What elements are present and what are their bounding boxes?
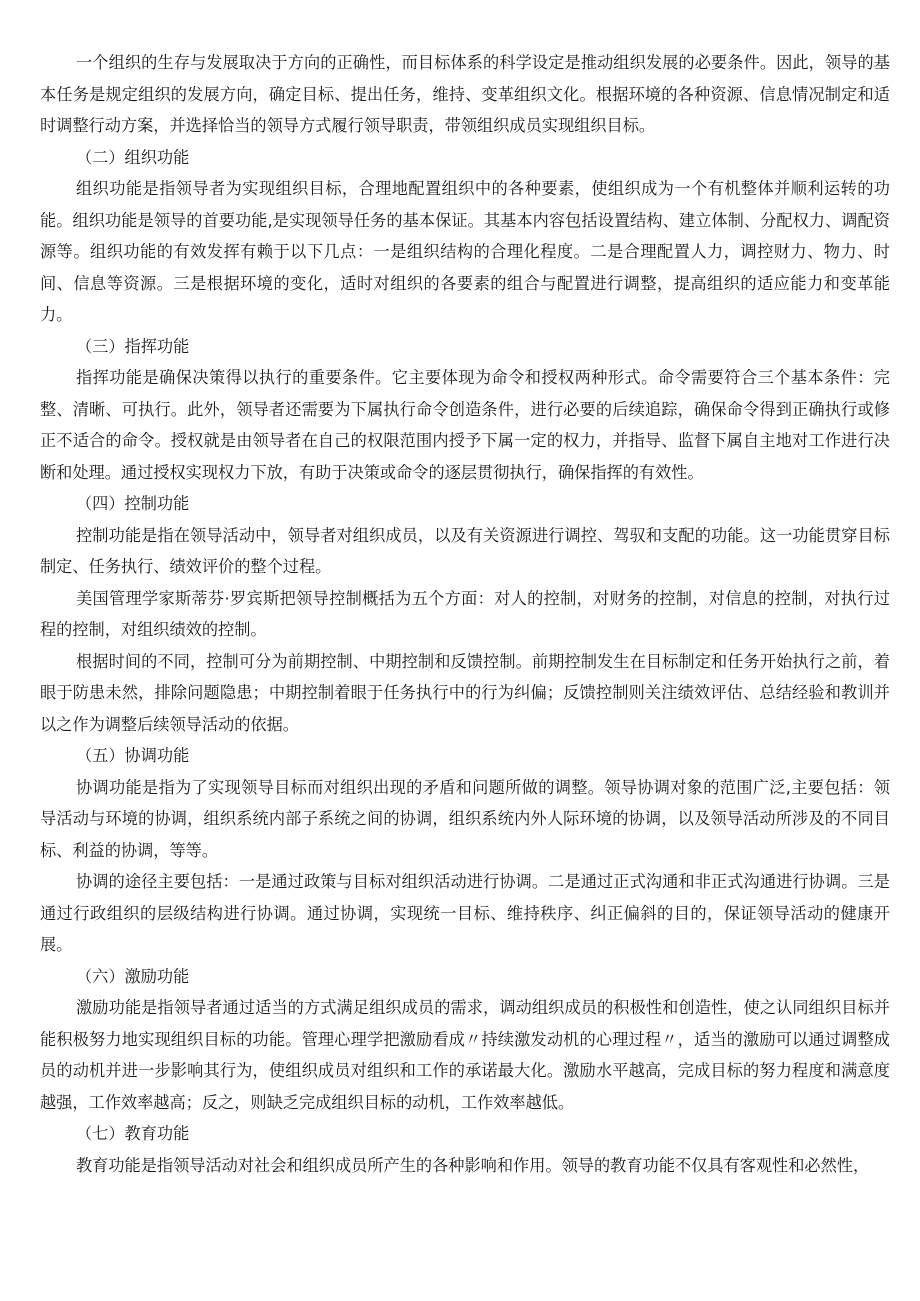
section-heading-organizing: （二）组织功能 (76, 147, 190, 167)
document-body (40, 47, 890, 1181)
section-heading-motivating: （六）激励功能 (76, 966, 190, 986)
paragraph-control-timing: 根据时间的不同，控制可分为前期控制、中期控制和反馈控制。前期控制发生在目标制定和任务开始执行之前，着眼于防患未然，排除问题隐患；中期控制着眼于任务执行中的行为纠偏；反馈控制则关注绩效评估、总结经验和教训并以之作为调整后续领导活动的依据。 (40, 651, 890, 734)
paragraph-controlling-function: 控制功能是指在领导活动中，领导者对组织成员，以及有关资源进行调控、驾驭和支配的功能。这一功能贯穿目标制定、任务执行、绩效评价的整个过程。 (40, 525, 890, 576)
section-heading-directing: （三）指挥功能 (76, 336, 190, 356)
paragraph-directing-function: 指挥功能是确保决策得以执行的重要条件。它主要体现为命令和授权两种形式。命令需要符合三个基本条件：完整、清晰、可执行。此外，领导者还需要为下属执行命令创造条件，进行必要的后续追踪，确保命令得到正确执行或修正不适合的命令。授权就是由领导者在自己的权限范围内授予下属一定的权力，并指导、监督下属自主地对工作进行决断和处理。通过授权实现权力下放，有助于决策或命令的逐层贯彻执行，确保指挥的有效性。 (40, 368, 890, 482)
paragraph-robbins-control: 美国管理学家斯蒂芬·罗宾斯把领导控制概括为五个方面：对人的控制，对财务的控制，对信息的控制，对执行过程的控制，对组织绩效的控制。 (40, 588, 890, 639)
section-heading-controlling: （四）控制功能 (76, 494, 190, 513)
paragraph-motivating-function: 激励功能是指领导者通过适当的方式满足组织成员的需求，调动组织成员的积极性和创造性，使之认同组织目标并能积极努力地实现组织目标的功能。管理心理学把激励看成〃持续激发动机的心理过程〃，适当的激励可以通过调整成员的动机并进一步影响其行为，使组织成员对组织和工作的承诺最大化。激励水平越高，完成目标的努力程度和满意度越强，工作效率越高；反之，则缺乏完成组织目标的动机，工作效率越低。 (40, 998, 890, 1112)
paragraph-coordinating-function: 协调功能是指为了实现领导目标而对组织出现的矛盾和问题所做的调整。领导协调对象的范围广泛,主要包括：领导活动与环境的协调，组织系统内部子系统之间的协调，组织系统内外人际环境的协调，以及领导活动所涉及的不同目标、利益的协调，等等。 (40, 777, 890, 860)
section-heading-coordinating: （五）协调功能 (76, 746, 190, 765)
section-heading-educating: （七）教育功能 (76, 1124, 190, 1143)
paragraph-leadership-tasks: 一个组织的生存与发展取决于方向的正确性，而目标体系的科学设定是推动组织发展的必要条件。因此，领导的基本任务是规定组织的发展方向，确定目标、提出任务，维持、变革组织文化。根据环境的各种资源、信息情况制定和适时调整行动方案，并选择恰当的领导方式履行领导职责，带领组织成员实现组织目标。 (40, 53, 890, 135)
paragraph-coordination-methods: 协调的途径主要包括：一是通过政策与目标对组织活动进行协调。二是通过正式沟通和非正式沟通进行协调。三是通过行政组织的层级结构进行协调。通过协调，实现统一目标、维持秩序、纠正偏斜的目的，保证领导活动的健康开展。 (40, 872, 890, 954)
paragraph-organizing-function: 组织功能是指领导者为实现组织目标，合理地配置组织中的各种要素，使组织成为一个有机整体并顺利运转的功能。组织功能是领导的首要功能,是实现领导任务的基本保证。其基本内容包括设置结构、建立体制、分配权力、调配资源等。组织功能的有效发挥有赖于以下几点：一是组织结构的合理化程度。二是合理配置人力，调控财力、物力、时间、信息等资源。三是根据环境的变化，适时对组织的各要素的组合与配置进行调整，提高组织的适应能力和变革能力。 (40, 179, 890, 324)
paragraph-educating-function: 教育功能是指领导活动对社会和组织成员所产生的各种影响和作用。领导的教育功能不仅具有客观性和必然性， (76, 1155, 870, 1175)
